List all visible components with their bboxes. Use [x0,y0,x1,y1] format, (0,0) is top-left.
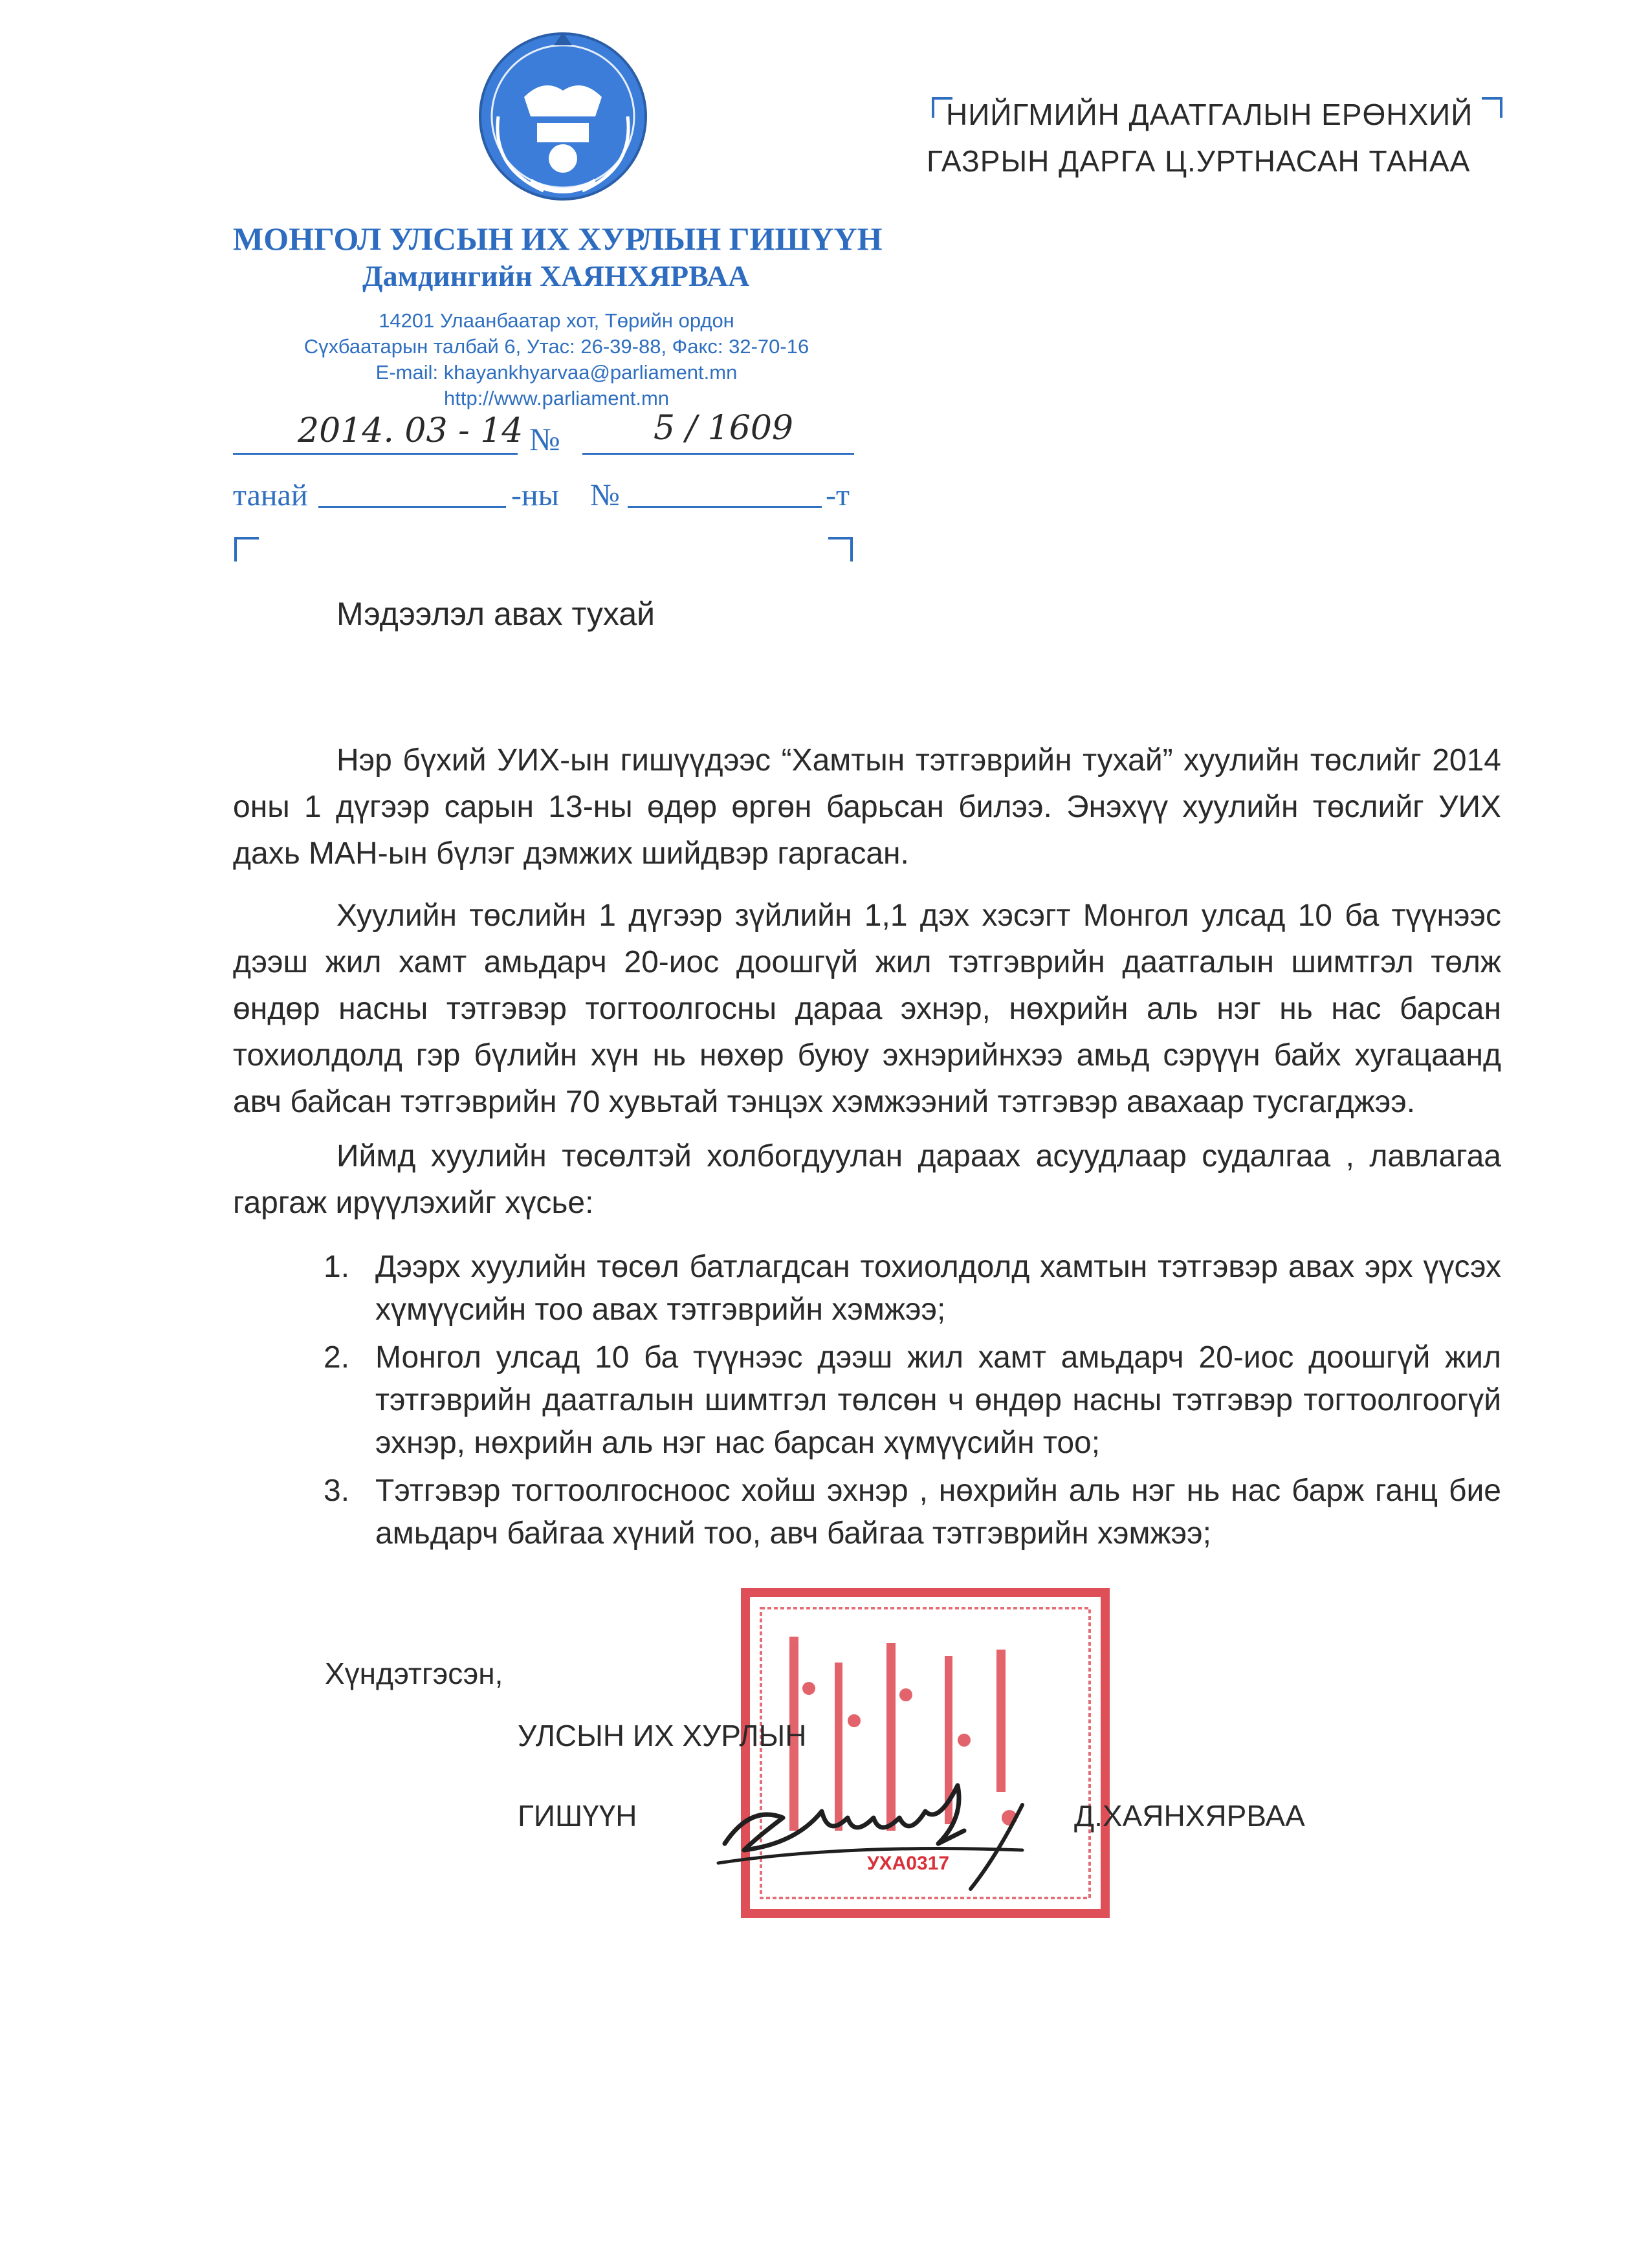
number-label-2: № [590,478,620,512]
date-underline [233,453,518,455]
recipient-line-2: ГАЗРЫН ДАРГА Ц.УРТНАСАН ТАНАА [927,144,1471,178]
number-underline [582,453,854,455]
tanai-label: танай [233,478,308,512]
list-item-text: Дээрх хуулийн төсөл батлагдсан тохиолдолд хамтын тэтгэвэр авах эрх үүсэх хүмүүсийн тоо авах тэтгэврийн хэмжээ; [375,1250,1501,1327]
list-item [324,1246,1501,1331]
t-label: -т [826,478,850,512]
signer-title-line-2: ГИШҮҮН [518,1799,637,1833]
stamp-code: УХА0317 [867,1853,950,1874]
list-item-number: 3. [324,1474,350,1508]
list-item-number: 2. [324,1340,350,1375]
ref-number-underline [628,506,822,508]
website-text: http://www.parliament.mn [443,387,670,409]
body-paragraph-1: Нэр бүхий УИХ-ын гишүүдээс “Хамтын тэтгэврийн тухай” хуулийн төслийг 2014 оны 1 дүгээр сарын 13-ны өдөр өргөн барьсан билээ. Энэхүү хуулийн төслийг УИХ дахь МАН-ын бүлэг дэмжих шийдвэр гаргасан. [233,743,1501,871]
list-item-text: Монгол улсад 10 ба түүнээс дээш жил хамт амьдарч 20-иос доошгүй жил тэтгэврийн даатгалын шимтгэл төлсөн ч өндөр насны тэтгэвэр тогтоолгоогүй эхнэр, нөхрийн аль нэг нас барсан хүмүүсийн тоо; [375,1340,1501,1460]
list-item [324,1470,1501,1555]
address-line-1: 14201 Улаанбаатар хот, Төрийн ордон [379,309,734,332]
body-paragraph-2: Хуулийн төслийн 1 дүгээр зүйлийн 1,1 дэх хэсэгт Монгол улсад 10 ба түүнээс дээш жил хамт амьдарч 20-иос доошгүй жил тэтгэврийн даатгалын шимтгэл төлж өндөр насны тэтгэвэр тогтоолгосны дараа эхнэр, нөхрийн аль нэг нь нас барсан тохиолдолд гэр бүлийн хүн нь нөхөр буюу эхнэрийнхээ амьд сэрүүн байх хугацаанд авч байсан тэтгэврийн 70 хувьтай тэнцэх хэмжээний тэтгэвэр авахаар тусгагджээ. [233,899,1501,1119]
signature [712,1766,1074,1895]
subject-line: Мэдээлэл авах тухай [336,596,655,632]
list-item-text: Тэтгэвэр тогтоолгосноос хойш эхнэр , нөхрийн аль нэг нь нас барж ганц бие амьдарч байгаа хүний тоо, авч байгаа тэтгэврийн хэмжээ; [375,1474,1501,1551]
email-text: E-mail: khayankhyarvaa@parliament.mn [375,361,738,384]
recipient-line-1: НИЙГМИЙН ДААТГАЛЫН ЕРӨНХИЙ [946,98,1473,131]
letterhead-name: Дамдингийн ХАЯНХЯРВАА [362,259,750,292]
signer-name: Д.ХАЯНХЯРВАА [1074,1799,1305,1833]
bracket-top-right [828,537,853,562]
closing-greeting: Хүндэтгэсэн, [325,1657,503,1690]
number-label: № [529,421,560,457]
number-handwritten: 5 / 1609 [654,409,793,448]
date-handwritten: 2014. 03 - 14 [298,411,523,450]
letterhead-title: МОНГОЛ УЛСЫН ИХ ХУРЛЫН ГИШҮҮН [233,221,883,257]
body-paragraph-3: Иймд хуулийн төсөлтэй холбогдуулан дараах асуудлаар судалгаа , лавлагаа гаргаж ирүүлэхийг хүсье: [233,1139,1501,1220]
list-item-number: 1. [324,1250,350,1284]
bracket-top-left [234,537,259,562]
signer-title-line-1: УЛСЫН ИХ ХУРЛЫН [518,1719,807,1752]
state-emblem-icon [453,19,673,213]
tanai-underline [318,506,506,508]
list-item [324,1336,1501,1465]
address-line-2: Сүхбаатарын талбай 6, Утас: 26-39-88, Факс: 32-70-16 [303,335,809,358]
recipient-bracket-right [1482,97,1502,118]
ny-label: -ны [511,478,559,512]
